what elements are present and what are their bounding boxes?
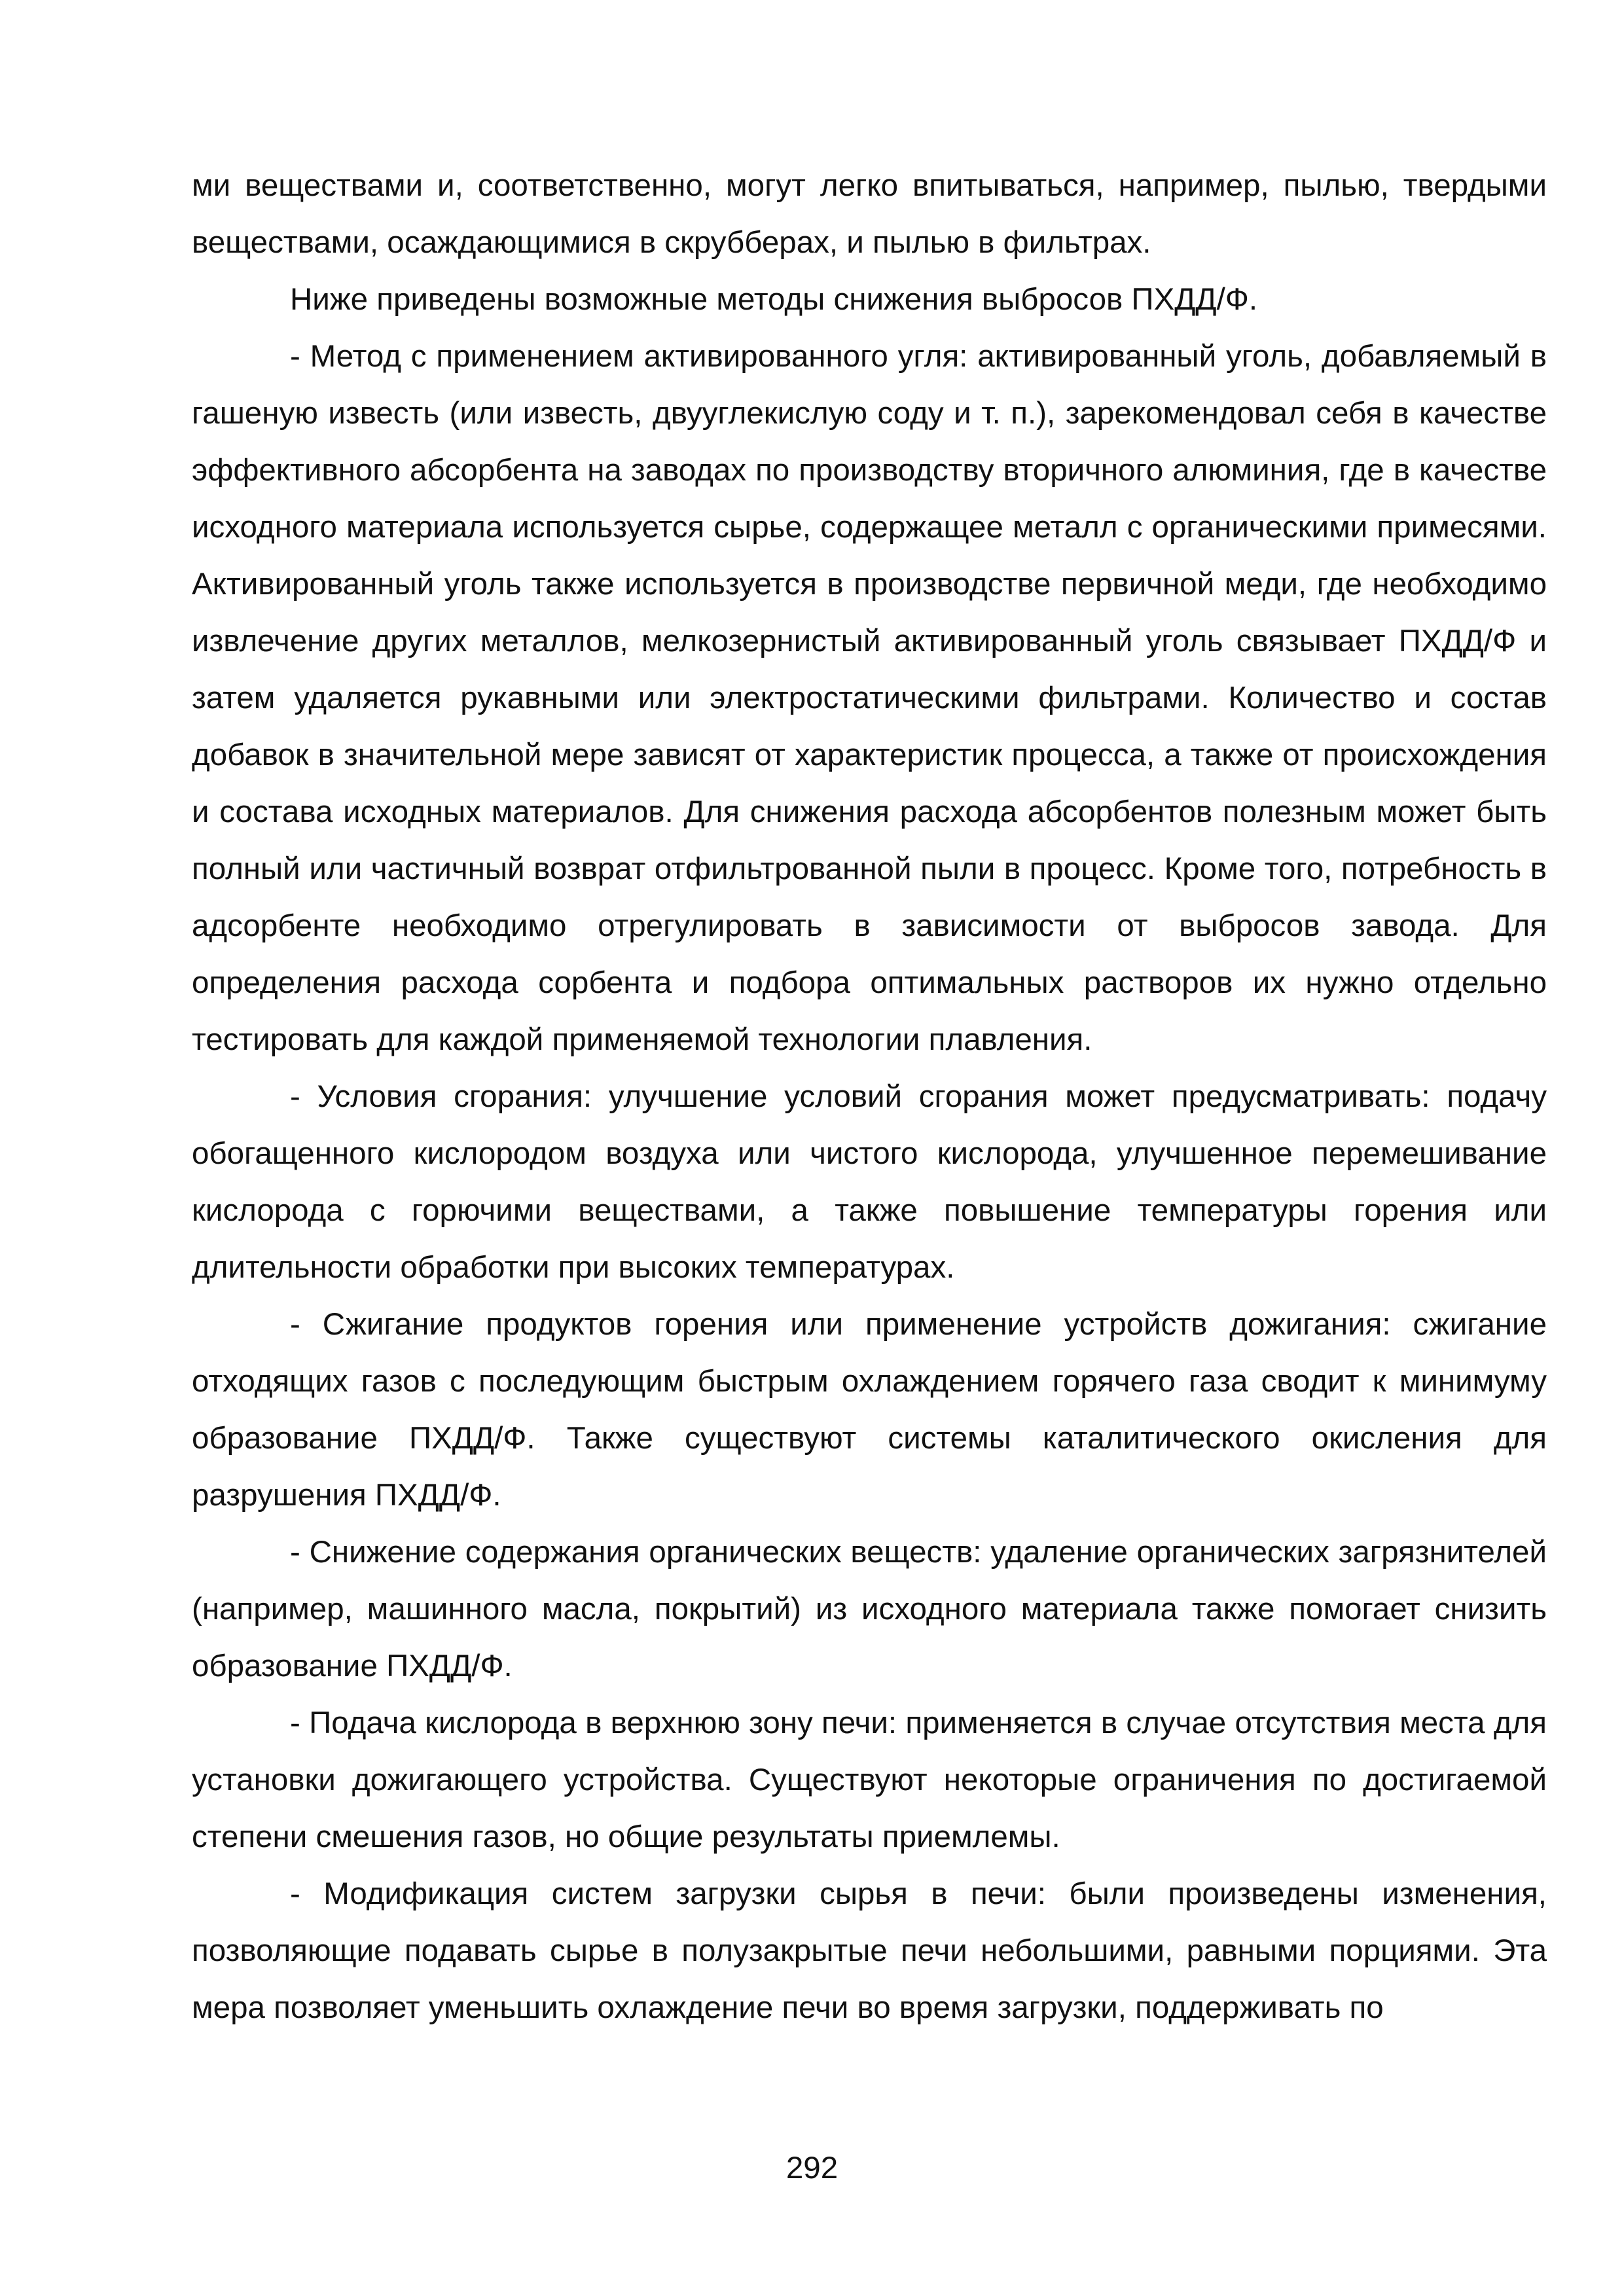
document-body <box>192 157 1547 2036</box>
paragraph-charging-modification: - Модификация систем загрузки сырья в печи: были произведены изменения, позволяющие подавать сырье в полузакрытые печи небольшими, равными порциями. Эта мера позволяет уменьшить охлаждение печи во время загрузки, поддерживать по <box>192 1876 1547 2025</box>
paragraph-afterburning: - Сжигание продуктов горения или применение устройств дожигания: сжигание отходящих газов с последующим быстрым охлаждением горячего газа сводит к минимуму образование ПХДД/Ф. Также существуют системы каталитического окисления для разрушения ПХДД/Ф. <box>192 1307 1547 1513</box>
paragraph-intro: Ниже приведены возможные методы снижения выбросов ПХДД/Ф. <box>290 282 1258 317</box>
paragraph-activated-carbon: - Метод с применением активированного угля: активированный уголь, добавляемый в гашеную известь (или известь, двууглекислую соду и т. п.), зарекомендовал себя в качестве эффективного абсорбента на заводах по производству вторичного алюминия, где в качестве исходного материала используется сырье, содержащее металл с органическими примесями. Активированный уголь также используется в производстве первичной меди, где необходимо извлечение других металлов, мелкозернистый активированный уголь связывает ПХДД/Ф и затем удаляется рукавными или электростатическими фильтрами. Количество и состав добавок в значительной мере зависят от характеристик процесса, а также от происхождения и состава исходных материалов. Для снижения расхода абсорбентов полезным может быть полный или частичный возврат отфильтрованной пыли в процесс. Кроме того, потребность в адсорбенте необходимо отрегулировать в зависимости от выбросов завода. Для определения расхода сорбента и подбора оптимальных растворов их нужно отдельно тестировать для каждой применяемой технологии плавления. <box>192 339 1547 1057</box>
paragraph-combustion-conditions: - Условия сгорания: улучшение условий сгорания может предусматривать: подачу обогащенного кислородом воздуха или чистого кислорода, улучшенное перемешивание кислорода с горючими веществами, а также повышение температуры горения или длительности обработки при высоких температурах. <box>192 1079 1547 1285</box>
paragraph-organic-reduction: - Снижение содержания органических веществ: удаление органических загрязнителей (например, машинного масла, покрытий) из исходного материала также помогает снизить образование ПХДД/Ф. <box>192 1535 1547 1683</box>
paragraph-oxygen-supply: - Подача кислорода в верхнюю зону печи: применяется в случае отсутствия места для установки дожигающего устройства. Существуют некоторые ограничения по достигаемой степени смешения газов, но общие результаты приемлемы. <box>192 1706 1547 1854</box>
page-number: 292 <box>785 2151 839 2185</box>
paragraph-continuation: ми веществами и, соответственно, могут легко впитываться, например, пылью, твердыми веществами, осаждающимися в скрубберах, и пылью в фильтрах. <box>192 168 1547 260</box>
